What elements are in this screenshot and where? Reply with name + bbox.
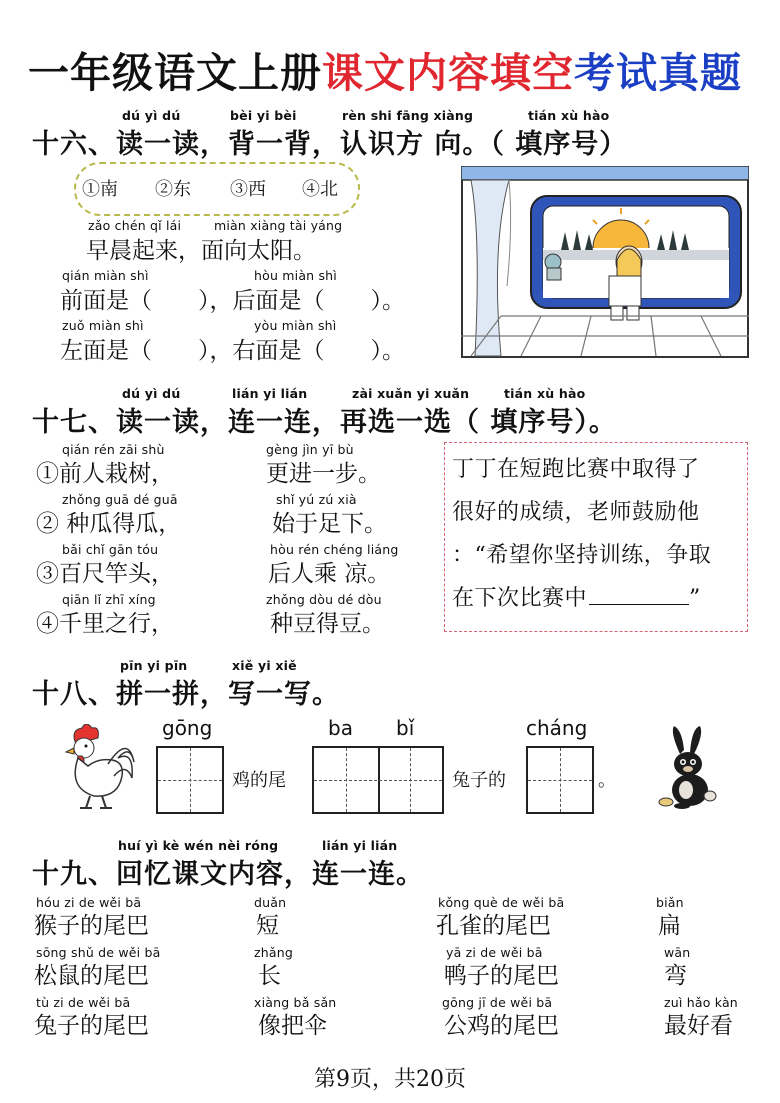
s19-heading: 十九、回忆课文内容，连一连。 bbox=[32, 859, 424, 890]
s17-right-2: 始于足下。 bbox=[272, 511, 387, 537]
story-line-3: ：“希望你坚持训练，争取 bbox=[452, 543, 712, 568]
s19-r1-c4-pinyin: biǎn bbox=[656, 895, 684, 910]
option-west: ③西 bbox=[230, 179, 266, 200]
s17-right-3-pinyin: hòu rén chéng liáng bbox=[270, 542, 399, 557]
s16-line3-pinyin-a: zuǒ miàn shì bbox=[62, 318, 144, 333]
s19-r1-c3-pinyin: kǒng què de wěi bā bbox=[438, 895, 565, 910]
s16-pinyin-1: dú yì dú bbox=[122, 108, 181, 123]
sunrise-window-illustration bbox=[461, 166, 749, 358]
s17-heading: 十七、读一读，连一连，再选一选（ 填序号）。 bbox=[32, 407, 617, 438]
option-north: ④北 bbox=[302, 179, 338, 200]
blank-pinyin-ba: ba bbox=[328, 716, 353, 740]
s18-pinyin-2: xiě yi xiě bbox=[232, 658, 297, 673]
title-part-1: 一年级语文上册 bbox=[28, 49, 322, 97]
title-part-2: 课文内容填空 bbox=[322, 49, 574, 97]
s19-r3-c4-pinyin: zuì hǎo kàn bbox=[664, 995, 738, 1010]
s19-r2-c1-pinyin: sōng shǔ de wěi bā bbox=[36, 945, 161, 960]
s18-word-1: 鸡的尾 bbox=[232, 770, 286, 791]
s19-r1-c4: 扁 bbox=[658, 913, 681, 939]
s17-left-3-pinyin: bǎi chǐ gān tóu bbox=[62, 542, 159, 557]
s17-pinyin-2: lián yi lián bbox=[232, 386, 308, 401]
s17-right-1: 更进一步。 bbox=[266, 461, 381, 487]
story-close-quote: ” bbox=[689, 586, 701, 611]
s16-line2: 前面是（ ），后面是（ ）。 bbox=[60, 288, 405, 314]
s17-right-1-pinyin: gèng jìn yī bù bbox=[266, 442, 354, 457]
s19-r2-c3-pinyin: yā zi de wěi bā bbox=[446, 945, 543, 960]
s19-r1-c1-pinyin: hóu zi de wěi bā bbox=[36, 895, 142, 910]
s17-left-1: ①前人栽树， bbox=[36, 461, 174, 487]
tianzige-box-1[interactable] bbox=[156, 746, 224, 814]
s17-left-4: ④千里之行， bbox=[36, 611, 174, 637]
option-south: ①南 bbox=[82, 179, 118, 200]
s17-left-4-pinyin: qiān lǐ zhī xíng bbox=[62, 592, 156, 607]
s16-line1: 早晨起来，面向太阳。 bbox=[86, 238, 316, 264]
s18-period: 。 bbox=[598, 770, 616, 791]
page-number: 第9页，共20页 bbox=[314, 1067, 466, 1092]
s16-line1-pinyin-b: miàn xiàng tài yáng bbox=[214, 218, 343, 233]
s19-pinyin-2: lián yi lián bbox=[322, 838, 398, 853]
s19-r2-c4-pinyin: wān bbox=[664, 945, 691, 960]
s19-r2-c4: 弯 bbox=[664, 963, 687, 989]
s19-r2-c1: 松鼠的尾巴 bbox=[34, 963, 149, 989]
s18-pinyin-1: pīn yi pīn bbox=[120, 658, 188, 673]
s19-r3-c2: 像把伞 bbox=[258, 1013, 327, 1039]
s17-pinyin-4: tián xù hào bbox=[504, 386, 586, 401]
s18-word-2: 兔子的 bbox=[452, 770, 506, 791]
s19-r3-c3-pinyin: gōng jī de wěi bā bbox=[442, 995, 553, 1010]
story-line-4-text: 在下次比赛中 bbox=[452, 586, 588, 611]
option-east: ②东 bbox=[155, 179, 191, 200]
s16-line2-pinyin-b: hòu miàn shì bbox=[254, 268, 337, 283]
s16-line2-pinyin-a: qián miàn shì bbox=[62, 268, 149, 283]
s19-r1-c1: 猴子的尾巴 bbox=[34, 913, 149, 939]
rabbit-illustration bbox=[656, 724, 726, 810]
s17-left-2: ② 种瓜得瓜， bbox=[36, 511, 182, 537]
s16-heading: 十六、读一读，背一背，认识方 向。（ 填序号） bbox=[32, 129, 628, 160]
story-answer-blank[interactable] bbox=[589, 604, 689, 605]
tianzige-box-2[interactable] bbox=[312, 746, 444, 814]
s18-heading: 十八、拼一拼，写一写。 bbox=[32, 679, 340, 710]
s16-line3-pinyin-b: yòu miàn shì bbox=[254, 318, 337, 333]
s16-line1-pinyin-a: zǎo chén qǐ lái bbox=[88, 218, 182, 233]
s16-pinyin-4: tián xù hào bbox=[528, 108, 610, 123]
s17-right-2-pinyin: shǐ yú zú xià bbox=[276, 492, 357, 507]
s17-left-1-pinyin: qián rén zāi shù bbox=[62, 442, 165, 457]
s17-pinyin-1: dú yì dú bbox=[122, 386, 181, 401]
title-part-3: 考试真题 bbox=[574, 49, 742, 97]
tianzige-box-3[interactable] bbox=[526, 746, 594, 814]
s16-pinyin-3: rèn shi fāng xiàng bbox=[342, 108, 474, 123]
rooster-illustration bbox=[46, 724, 138, 810]
s17-left-3: ③百尺竿头， bbox=[36, 561, 174, 587]
story-text bbox=[452, 448, 744, 620]
s19-r1-c2-pinyin: duǎn bbox=[254, 895, 287, 910]
s17-left-2-pinyin: zhǒng guā dé guā bbox=[62, 492, 178, 507]
s17-right-4: 种豆得豆。 bbox=[270, 611, 385, 637]
blank-pinyin-bi: bǐ bbox=[396, 716, 415, 740]
s17-right-4-pinyin: zhǒng dòu dé dòu bbox=[266, 592, 382, 607]
s19-r3-c4: 最好看 bbox=[664, 1013, 733, 1039]
s16-pinyin-2: bèi yi bèi bbox=[230, 108, 297, 123]
s19-r1-c2: 短 bbox=[256, 913, 279, 939]
s19-r2-c3: 鸭子的尾巴 bbox=[444, 963, 559, 989]
s19-r2-c2-pinyin: zhǎng bbox=[254, 945, 294, 960]
blank-pinyin-gong: gōng bbox=[162, 716, 213, 740]
story-line-1: 丁丁在短跑比赛中取得了 bbox=[452, 457, 700, 482]
blank-pinyin-chang: cháng bbox=[526, 716, 588, 740]
s19-r3-c1-pinyin: tù zi de wěi bā bbox=[36, 995, 131, 1010]
s19-pinyin-1: huí yì kè wén nèi róng bbox=[118, 838, 279, 853]
s16-line3: 左面是（ ），右面是（ ）。 bbox=[60, 338, 405, 364]
s19-r1-c3: 孔雀的尾巴 bbox=[436, 913, 551, 939]
s19-r3-c1: 兔子的尾巴 bbox=[34, 1013, 149, 1039]
s17-right-3: 后人乘 凉。 bbox=[268, 561, 391, 587]
story-line-4 bbox=[452, 577, 744, 620]
page-title bbox=[28, 40, 742, 99]
story-line-2: 很好的成绩，老师鼓励他 bbox=[452, 500, 700, 525]
s19-r2-c2: 长 bbox=[258, 963, 281, 989]
s17-pinyin-3: zài xuǎn yi xuǎn bbox=[352, 386, 470, 401]
s19-r3-c3: 公鸡的尾巴 bbox=[444, 1013, 559, 1039]
s19-r3-c2-pinyin: xiàng bǎ sǎn bbox=[254, 995, 337, 1010]
